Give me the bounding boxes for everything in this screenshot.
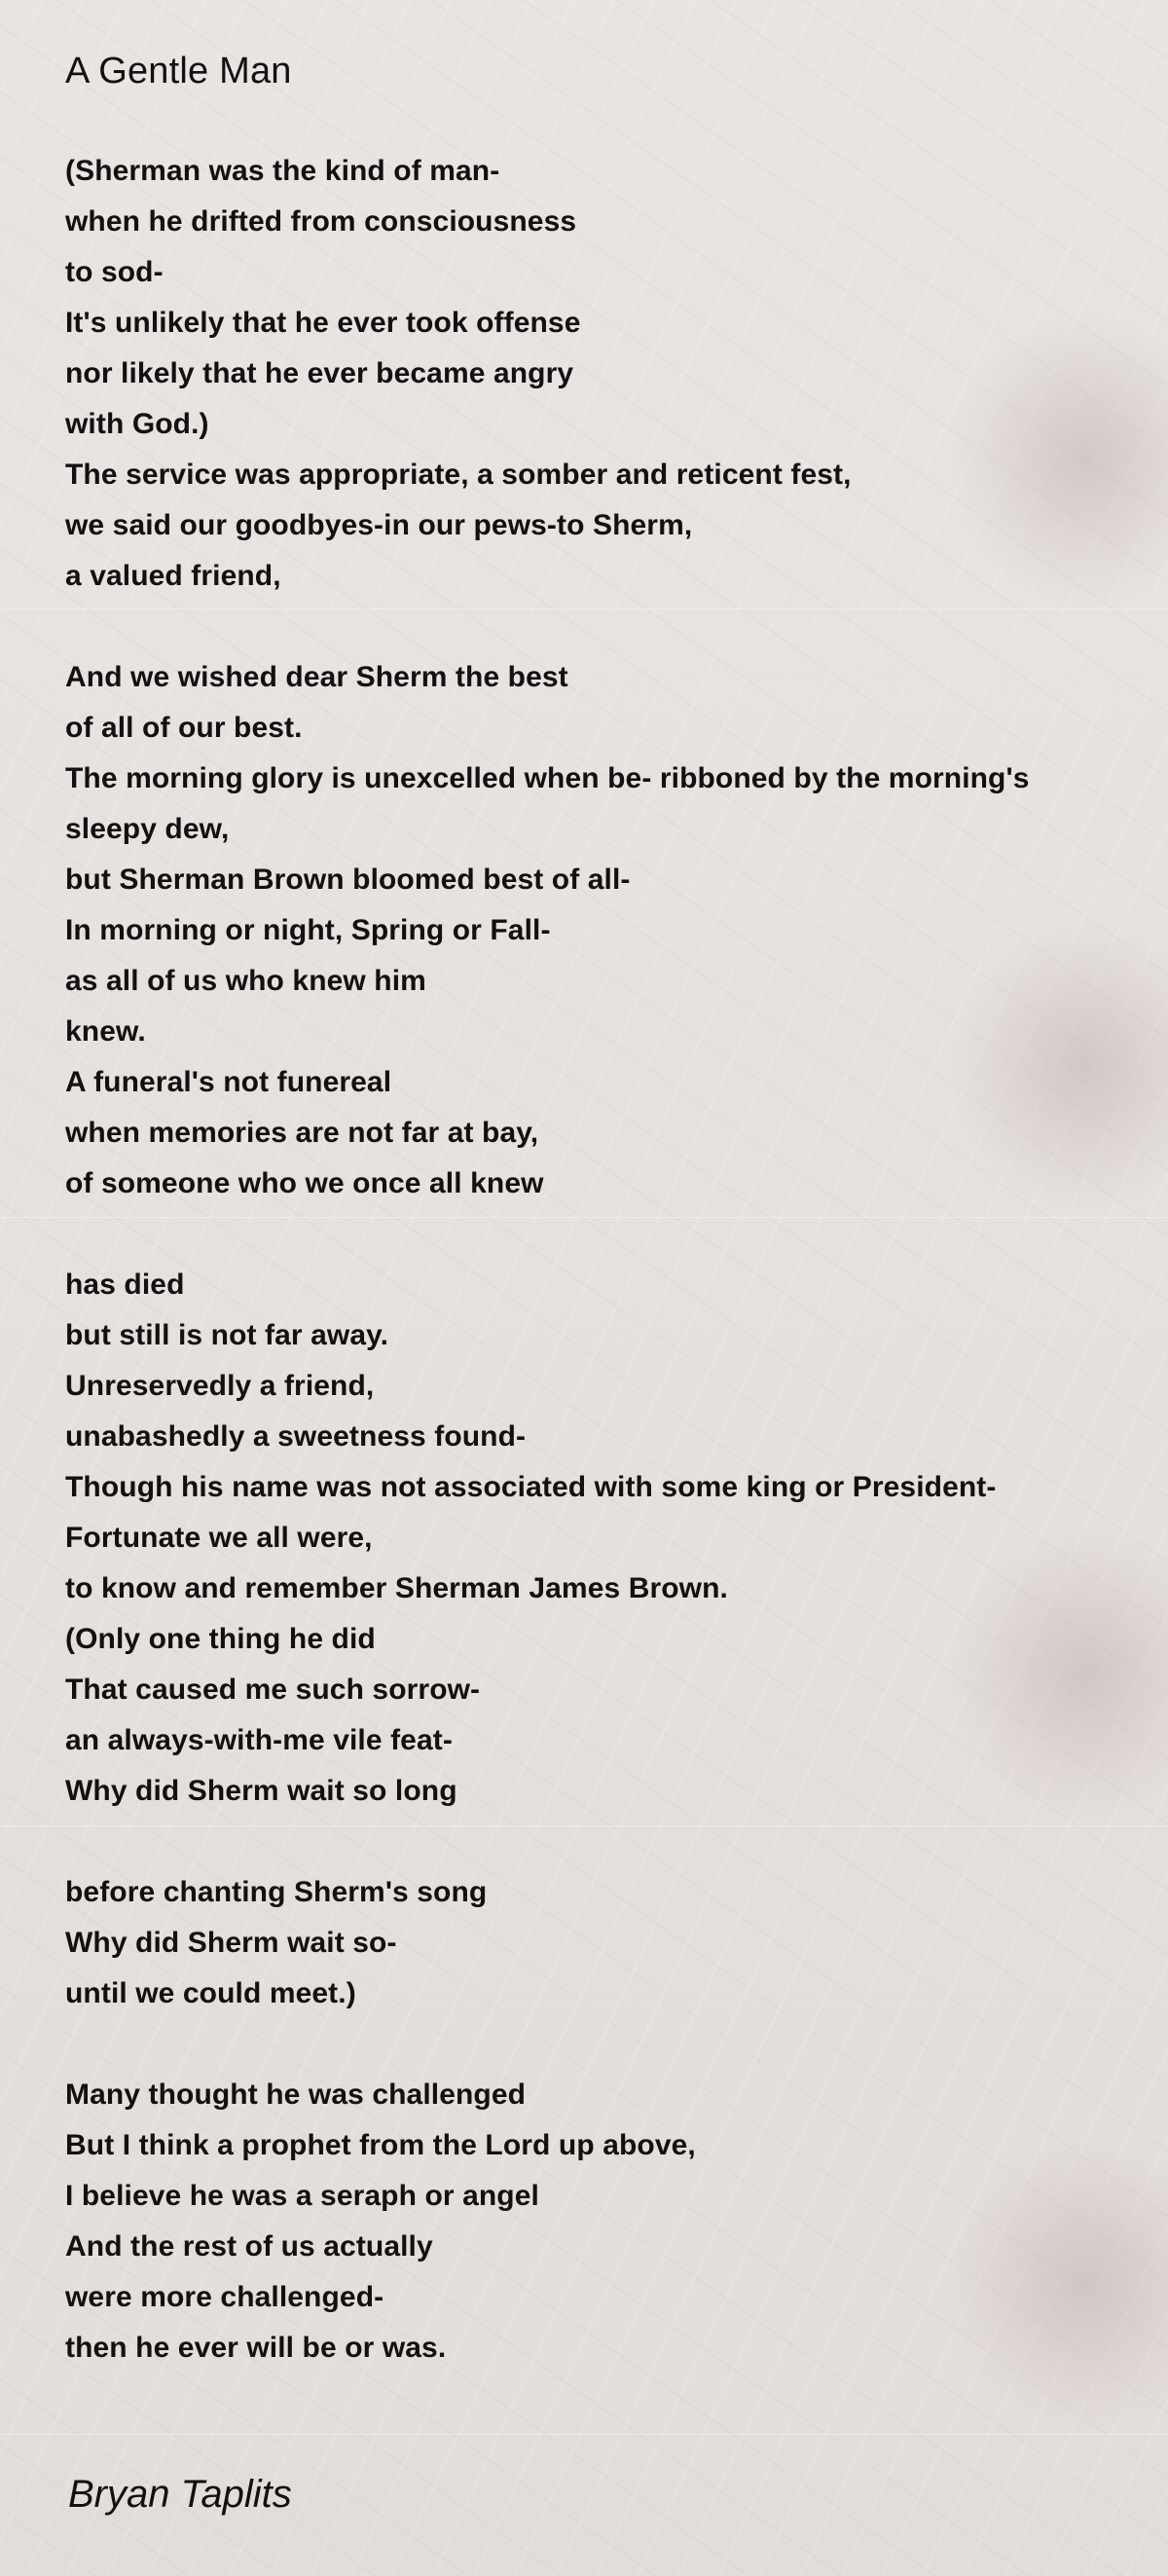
- poem-author: Bryan Taplits: [68, 2473, 292, 2516]
- poem-line: And we wished dear Sherm the best: [65, 661, 568, 693]
- stanza-break: [65, 1817, 1136, 1867]
- poem-line: unabashedly a sweetness found-: [65, 1420, 527, 1453]
- poem-line: of all of our best.: [65, 712, 303, 744]
- poem-line: Why did Sherm wait so long: [65, 1775, 457, 1807]
- poem-line: but still is not far away.: [65, 1319, 389, 1351]
- poem-line: when he drifted from consciousness: [65, 205, 577, 238]
- poem-line: A funeral's not funereal: [65, 1066, 392, 1098]
- poem-line: And the rest of us actually: [65, 2230, 433, 2263]
- poem-line: Many thought he was challenged: [65, 2079, 527, 2111]
- poem-line: The service was appropriate, a somber and reticent fest,: [65, 459, 852, 491]
- poem-line: (Sherman was the kind of man-: [65, 155, 500, 187]
- poem-line: (Only one thing he did: [65, 1623, 376, 1655]
- poem-line: sleepy dew,: [65, 813, 230, 845]
- stanza-break: [65, 1209, 1136, 1260]
- poem-line: But I think a prophet from the Lord up above,: [65, 2129, 696, 2161]
- poem-line: has died: [65, 1269, 185, 1301]
- poem-line: with God.): [65, 408, 209, 440]
- poem-line: That caused me such sorrow-: [65, 1674, 481, 1706]
- poem-line: knew.: [65, 1015, 146, 1048]
- poem-line: In morning or night, Spring or Fall-: [65, 914, 551, 946]
- poem-body: [65, 146, 1136, 2374]
- poem-line: Fortunate we all were,: [65, 1522, 373, 1554]
- poem-line: a valued friend,: [65, 560, 281, 592]
- poem-line: I believe he was a seraph or angel: [65, 2180, 539, 2212]
- poem-line: nor likely that he ever became angry: [65, 357, 574, 389]
- poem-line: we said our goodbyes-in our pews-to Sherm,: [65, 509, 693, 541]
- poem-line: then he ever will be or was.: [65, 2332, 447, 2364]
- poem-line: were more challenged-: [65, 2281, 384, 2313]
- poem-line: Why did Sherm wait so-: [65, 1927, 397, 1959]
- poem-line: It's unlikely that he ever took offense: [65, 307, 581, 339]
- stanza-break: [65, 602, 1136, 652]
- poem-title: A Gentle Man: [65, 51, 292, 92]
- poem-line: The morning glory is unexcelled when be- ribboned by the morning's: [65, 762, 1030, 794]
- poem-line: before chanting Sherm's song: [65, 1876, 488, 1908]
- poem-line: to know and remember Sherman James Brown.: [65, 1572, 728, 1604]
- poem-line: as all of us who knew him: [65, 965, 426, 997]
- poem-line: to sod-: [65, 256, 164, 288]
- poem-line: Though his name was not associated with some king or President-: [65, 1471, 997, 1503]
- poem-line: but Sherman Brown bloomed best of all-: [65, 864, 631, 896]
- poem-line: an always-with-me vile feat-: [65, 1724, 453, 1756]
- poem-line: when memories are not far at bay,: [65, 1117, 539, 1149]
- poem-line: until we could meet.): [65, 1977, 356, 2009]
- poem-line: of someone who we once all knew: [65, 1167, 544, 1199]
- stanza-break: [65, 2019, 1136, 2070]
- poem-line: Unreservedly a friend,: [65, 1370, 375, 1402]
